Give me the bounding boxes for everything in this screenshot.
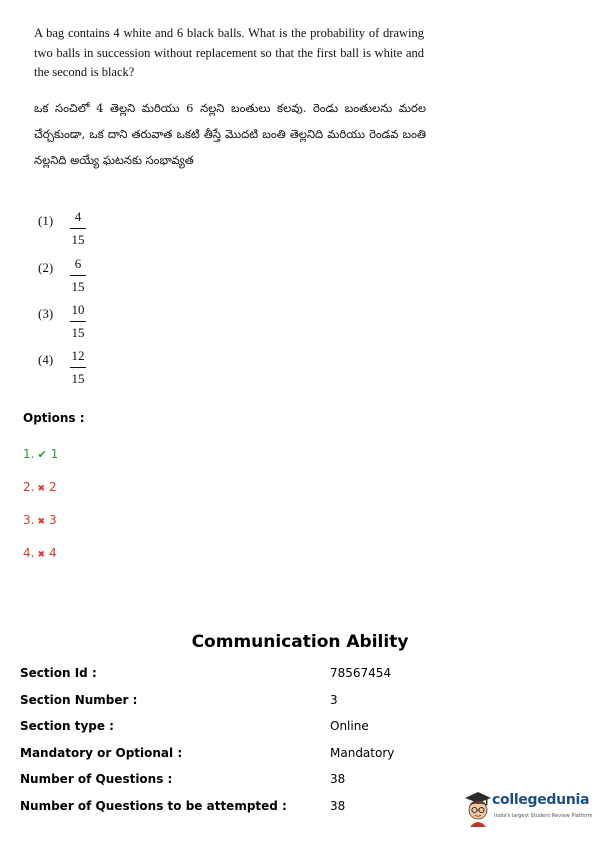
cross-icon: ✖ [37, 517, 45, 527]
fraction [70, 347, 86, 388]
fraction-denominator: 15 [71, 279, 85, 294]
fraction-bar [70, 321, 86, 322]
row-key: Number of Questions : [20, 772, 173, 786]
choice-label: (2) [38, 260, 54, 275]
brand-tagline: India's largest Student Review Platform [494, 813, 593, 819]
fraction-numerator: 10 [71, 302, 85, 317]
option-index: 4. [23, 546, 35, 560]
option-index: 1. [23, 447, 35, 461]
row-key: Section Number : [20, 693, 138, 707]
cross-icon: ✖ [37, 550, 45, 560]
option-1 [23, 447, 58, 461]
choice-1 [38, 208, 158, 248]
option-value: 2 [49, 480, 57, 494]
option-value: 1 [50, 447, 59, 461]
fraction [70, 255, 86, 296]
check-icon: ✔ [37, 448, 47, 461]
choice-label: (1) [38, 213, 54, 228]
row-value: 38 [330, 799, 346, 813]
row-value: Online [330, 719, 369, 733]
choice-2 [38, 255, 158, 295]
fraction-bar [70, 228, 86, 229]
cross-icon: ✖ [37, 484, 45, 494]
row-key: Section Id : [20, 666, 97, 680]
section-row [20, 666, 580, 686]
fraction-denominator: 15 [71, 325, 85, 340]
fraction [70, 208, 86, 249]
brand-name: collegedunia [492, 792, 590, 808]
row-key: Number of Questions to be attempted : [20, 799, 287, 813]
row-value: Mandatory [330, 746, 395, 760]
fraction-denominator: 15 [71, 232, 85, 247]
option-2 [23, 480, 57, 494]
fraction-denominator: 15 [71, 371, 85, 386]
choice-label: (3) [38, 306, 54, 321]
section-row [20, 746, 580, 766]
question-text-english: A bag contains 4 white and 6 black balls. What is the probability of drawing two balls in succession without replacement so that the first ball is white and the second is black? [34, 26, 424, 79]
fraction-numerator: 6 [74, 256, 82, 271]
choice-3 [38, 301, 158, 341]
options-title: Options : [23, 411, 85, 425]
row-value: 38 [330, 772, 346, 786]
mascot-icon [462, 789, 494, 827]
option-index: 3. [23, 513, 35, 527]
fraction-numerator: 4 [74, 209, 82, 224]
row-value: 78567454 [330, 666, 392, 680]
section-title: Communication Ability [191, 632, 409, 652]
question-text-telugu: ఒక సంచిలో 4 తెల్లని మరియు 6 నల్లని బంతులు కలవు. రెండు బంతులను మరల చేర్చకుండా, ఒక దాని తరువాత ఒకటి తీస్తే మొదటి బంతి తెల్లనిది మరియు రెండవ బంతి నల్లనిది అయ్యే ఘటనకు సంభావ్యత [34, 101, 426, 167]
fraction-bar [70, 275, 86, 276]
collegedunia-logo [462, 789, 592, 829]
choice-label: (4) [38, 352, 54, 367]
option-3 [23, 513, 57, 527]
option-4 [23, 546, 57, 560]
choice-4 [38, 347, 158, 387]
option-value: 4 [49, 546, 57, 560]
row-value: 3 [330, 693, 338, 707]
fraction [70, 301, 86, 342]
option-value: 3 [49, 513, 57, 527]
row-key: Mandatory or Optional : [20, 746, 183, 760]
section-row [20, 719, 580, 739]
option-index: 2. [23, 480, 35, 494]
section-row [20, 693, 580, 713]
row-key: Section type : [20, 719, 114, 733]
fraction-bar [70, 367, 86, 368]
fraction-numerator: 12 [71, 348, 85, 363]
